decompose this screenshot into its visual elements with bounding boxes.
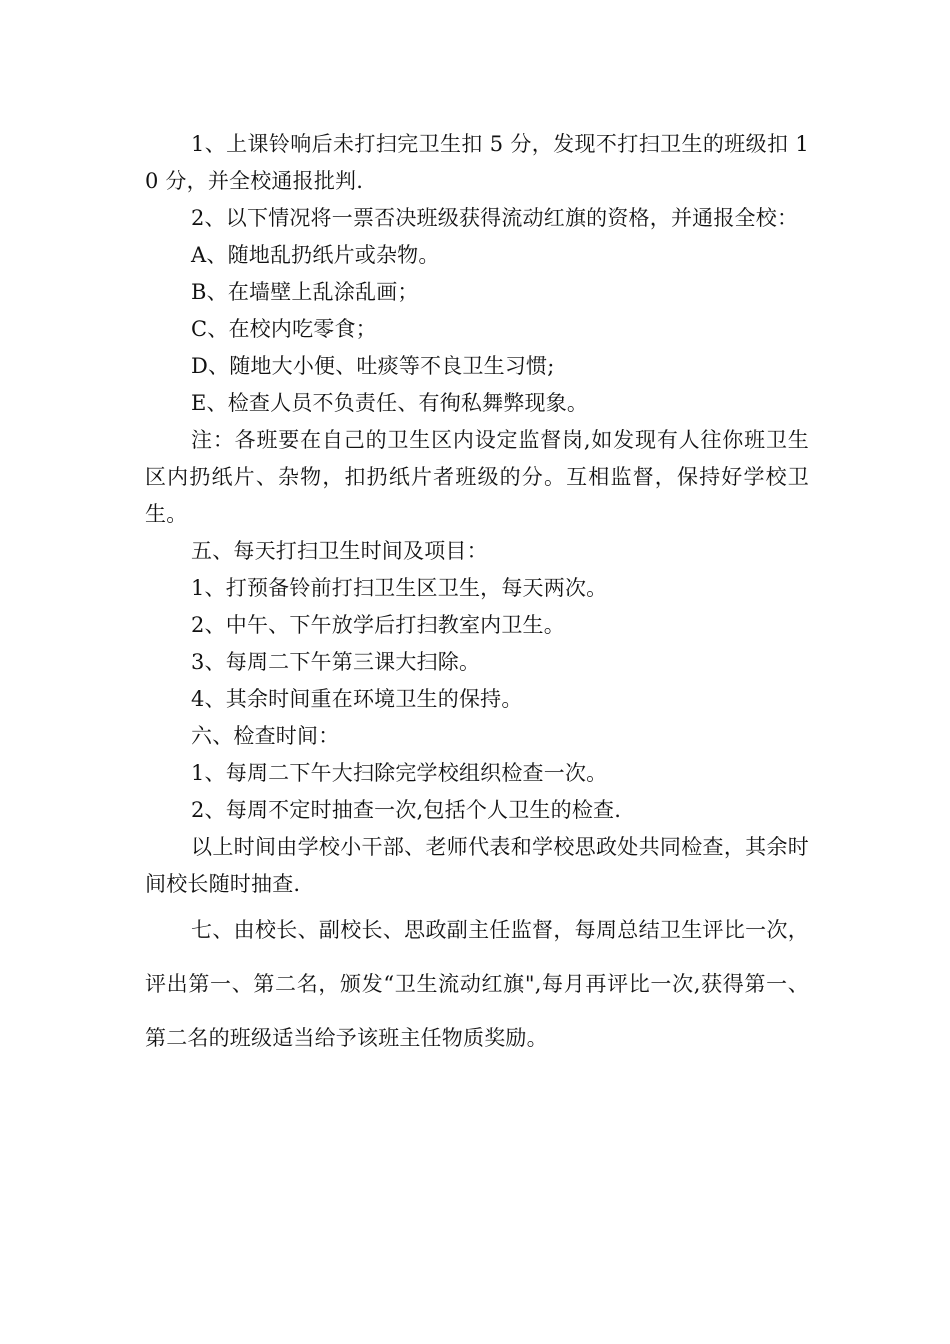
paragraph-inspection-2: 2、每周不定时抽查一次,包括个人卫生的检查. (191, 798, 622, 822)
paragraph-item-a: A、随地乱扔纸片或杂物。 (191, 243, 440, 267)
paragraph-schedule-3: 3、每周二下午第三课大扫除。 (191, 650, 481, 674)
paragraph-schedule-4: 4、其余时间重在环境卫生的保持。 (191, 687, 523, 711)
paragraph-schedule-1: 1、打预备铃前打扫卫生区卫生，每天两次。 (191, 576, 608, 600)
section-heading-6: 六、检查时间： (191, 724, 340, 748)
paragraph-item-c: C、在校内吃零食； (191, 317, 377, 341)
section-heading-5: 五、每天打扫卫生时间及项目： (191, 539, 488, 563)
paragraph-item-e: E、检查人员不负责任、有徇私舞弊现象。 (191, 391, 589, 415)
document-body (145, 126, 809, 1065)
section-heading-7: 七、由校长、副校长、思政副主任监督，每周总结卫生评比一次，评出第一、第二名，颁发“卫生流动红旗",每月再评比一次,获得第一、第二名的班级适当给予该班主任物质奖励。 (145, 918, 809, 1050)
paragraph-inspection-1: 1、每周二下午大扫除完学校组织检查一次。 (191, 761, 608, 785)
paragraph-item-d: D、随地大小便、吐痰等不良卫生习惯; (191, 354, 555, 378)
paragraph-item-b: B、在墙壁上乱涂乱画； (191, 280, 419, 304)
paragraph-rule-2: 2、以下情况将一票否决班级获得流动红旗的资格，并通报全校： (191, 206, 799, 230)
paragraph-rule-1: 1、上课铃响后未打扫完卫生扣 5 分，发现不打扫卫生的班级扣 10 分，并全校通报批判. (145, 132, 809, 193)
paragraph-note: 注：各班要在自己的卫生区内设定监督岗,如发现有人往你班卫生区内扔纸片、杂物，扣扔纸片者班级的分。互相监督，保持好学校卫生。 (145, 428, 809, 526)
paragraph-schedule-2: 2、中午、下午放学后打扫教室内卫生。 (191, 613, 565, 637)
paragraph-inspection-note: 以上时间由学校小干部、老师代表和学校思政处共同检查，其余时间校长随时抽查. (145, 835, 809, 896)
